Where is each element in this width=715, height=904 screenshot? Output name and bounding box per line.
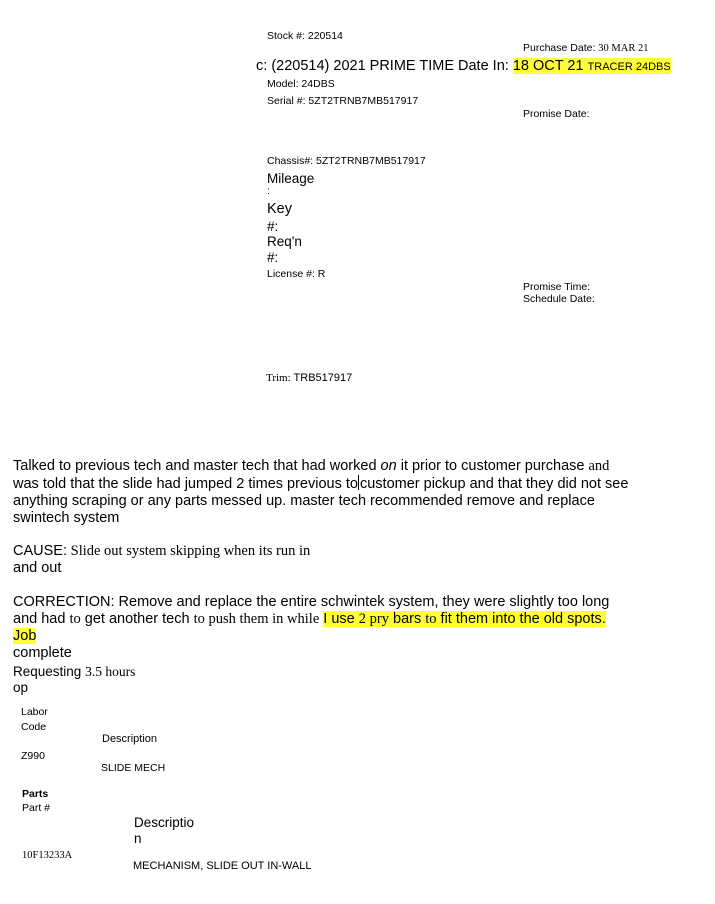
model: Model: 24DBS [267, 78, 335, 90]
story-paragraph [13, 458, 653, 527]
correction-text: to [69, 611, 81, 627]
request-hours: 3.5 hours [85, 664, 136, 679]
correction-text: and had [13, 611, 70, 627]
cause-label: CAUSE: [13, 543, 67, 559]
chassis-number: Chassis#: 5ZT2TRNB7MB517917 [267, 155, 426, 167]
purchase-date [523, 42, 648, 54]
correction-text: to push them in while [193, 611, 320, 627]
job-word: Job [13, 628, 37, 644]
labor-description: SLIDE MECH [101, 762, 166, 774]
story-text: Talked to previous tech and master tech that had worked [13, 458, 381, 474]
trim [266, 372, 352, 384]
labor-header-labor: Labor [21, 706, 48, 718]
trim-value: TRB517917 [293, 372, 353, 384]
cause-line-2: and out [13, 560, 62, 576]
part-number: 10F13233A [22, 850, 73, 861]
story-line-2 [13, 475, 653, 493]
stock-number: Stock #: 220514 [267, 30, 343, 42]
part-description: MECHANISM, SLIDE OUT IN-WALL [133, 860, 312, 872]
trim-label: Trim: [266, 372, 291, 384]
unit-line [256, 58, 671, 74]
cause-text: Slide out system skipping when its run in [67, 543, 311, 559]
story-and: and [588, 458, 610, 474]
purchase-date-value: 30 MAR 21 [598, 43, 649, 54]
tracer-model: TRACER 24DBS [587, 61, 671, 73]
cause-paragraph [13, 543, 653, 577]
labor-header-description: Description [102, 733, 158, 745]
correction-text: I use [323, 611, 359, 627]
request-label: Requesting [13, 664, 82, 679]
story-line-4: swintech system [13, 510, 120, 526]
correction-text: fit them into the old spots. [436, 611, 606, 627]
promise-time: Promise Time: [523, 281, 591, 293]
correction-line-3 [13, 628, 653, 645]
unit-description: (220514) 2021 PRIME TIME Date In: [271, 58, 509, 74]
reqn-hash: #: [267, 250, 279, 265]
story-text: was told that the slide had jumped 2 times previous to [13, 476, 358, 492]
schedule-date: Schedule Date: [523, 293, 595, 305]
parts-part-number-header: Part # [22, 802, 51, 814]
mileage-label: Mileage [267, 171, 315, 186]
promise-date: Promise Date: [523, 108, 590, 120]
license-number: License #: R [267, 268, 326, 280]
cause-line-1 [13, 543, 653, 560]
correction-line-4: complete [13, 645, 72, 661]
correction-line-1: CORRECTION: Remove and replace the entire schwintek system, they were slightly too long [13, 594, 610, 610]
serial-number: Serial #: 5ZT2TRNB7MB517917 [267, 95, 419, 107]
correction-line-2 [13, 611, 653, 628]
request-op: op [13, 680, 29, 695]
key-hash: #: [267, 219, 279, 234]
correction-text: get another tech [80, 611, 194, 627]
key-label: Key [267, 201, 292, 217]
story-text: it prior to customer purchase [396, 458, 589, 474]
correction-text: 2 pry [358, 611, 389, 627]
date-in-highlight [513, 58, 671, 74]
unit-prefix: c: [256, 58, 268, 74]
text-cursor [358, 475, 359, 490]
request-line [13, 664, 135, 680]
mileage-colon: : [267, 185, 270, 197]
correction-text: to [425, 611, 437, 627]
date-in: 18 OCT 21 [512, 58, 584, 74]
story-line-3: anything scraping or any parts messed up. master tech recommended remove and replace [13, 493, 595, 509]
labor-code: Z990 [21, 750, 45, 762]
story-on: on [380, 458, 397, 474]
correction-text: bars [388, 611, 426, 627]
correction-paragraph [13, 594, 653, 662]
story-text: customer pickup and that they did not see [359, 476, 629, 492]
parts-description-header-2: n [134, 831, 142, 846]
parts-description-header-1: Descriptio [134, 815, 195, 830]
correction-highlight [323, 611, 606, 627]
purchase-date-label: Purchase Date: [523, 42, 596, 54]
reqn-label: Req'n [267, 234, 302, 249]
parts-header: Parts [22, 788, 49, 800]
labor-header-code: Code [21, 721, 47, 733]
story-line-1 [13, 458, 653, 475]
